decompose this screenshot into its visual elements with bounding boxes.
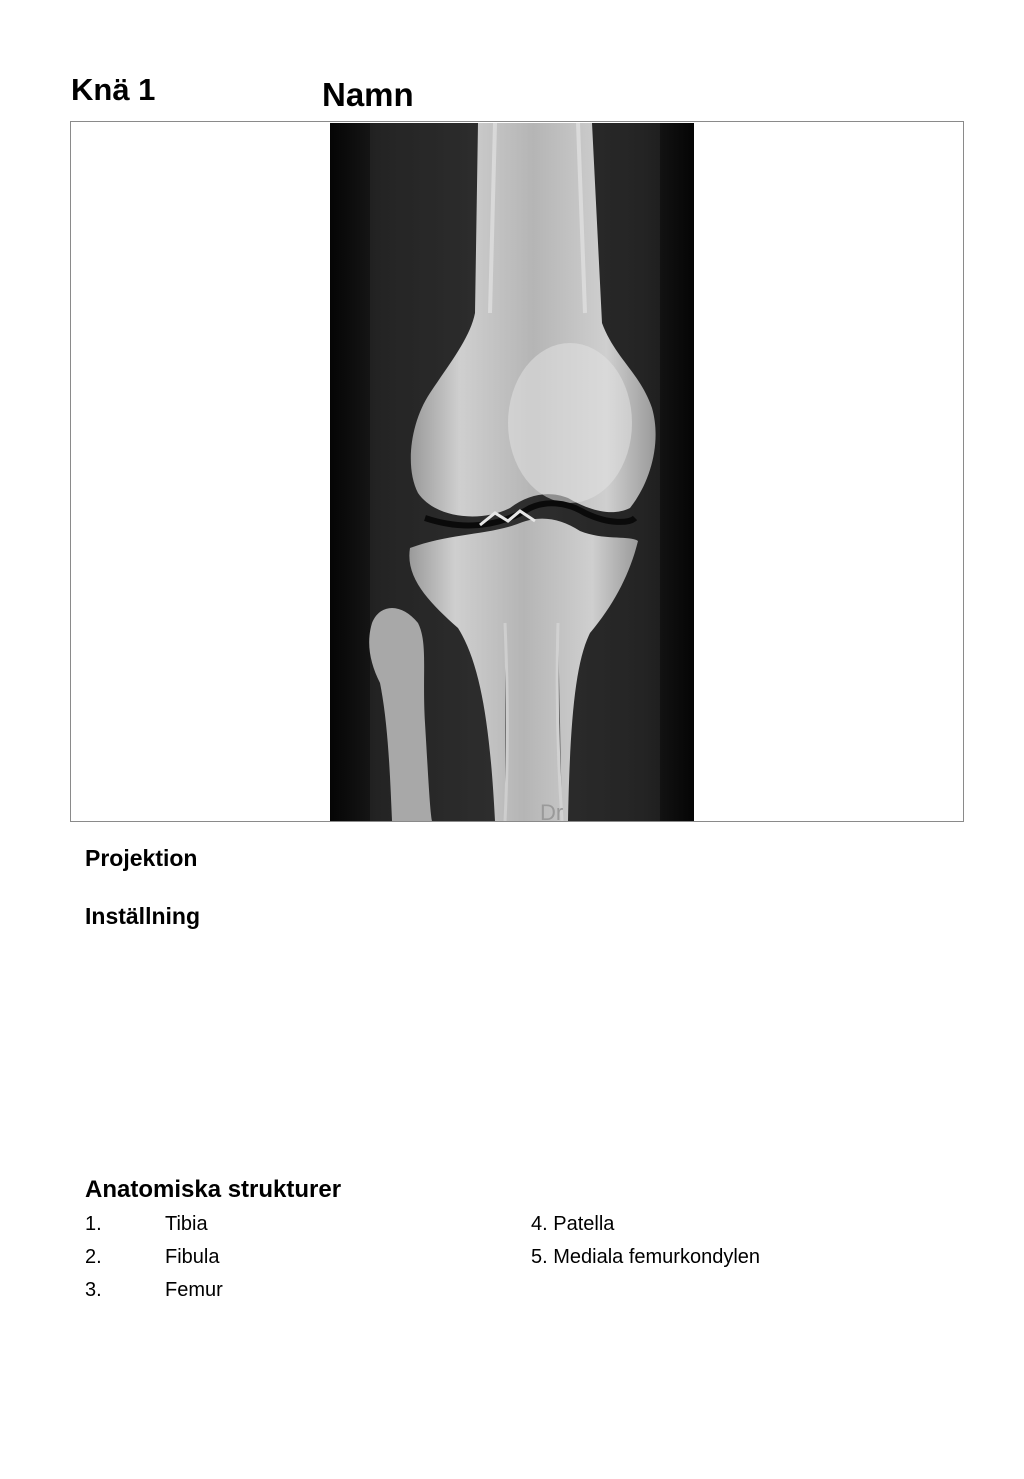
image-overlay-text: Dr [540, 800, 564, 821]
setting-label: Inställning [85, 903, 200, 929]
name-label: Namn [322, 76, 414, 113]
image-frame [70, 121, 964, 822]
list-item: 4. Patella [531, 1213, 615, 1235]
projection-label: Projektion [85, 845, 198, 871]
list-item-name: Tibia [165, 1213, 208, 1235]
page-title: Knä 1 [71, 72, 156, 107]
list-item-number: 2. [85, 1246, 102, 1268]
anatomy-heading: Anatomiska strukturer [85, 1176, 342, 1203]
list-item-name: Femur [165, 1279, 223, 1301]
list-item: 5. Mediala femurkondylen [531, 1246, 761, 1268]
list-item-number: 3. [85, 1279, 102, 1301]
list-item-name: Fibula [165, 1246, 220, 1268]
knee-xray-image [330, 123, 694, 821]
list-item-number: 1. [85, 1213, 102, 1235]
